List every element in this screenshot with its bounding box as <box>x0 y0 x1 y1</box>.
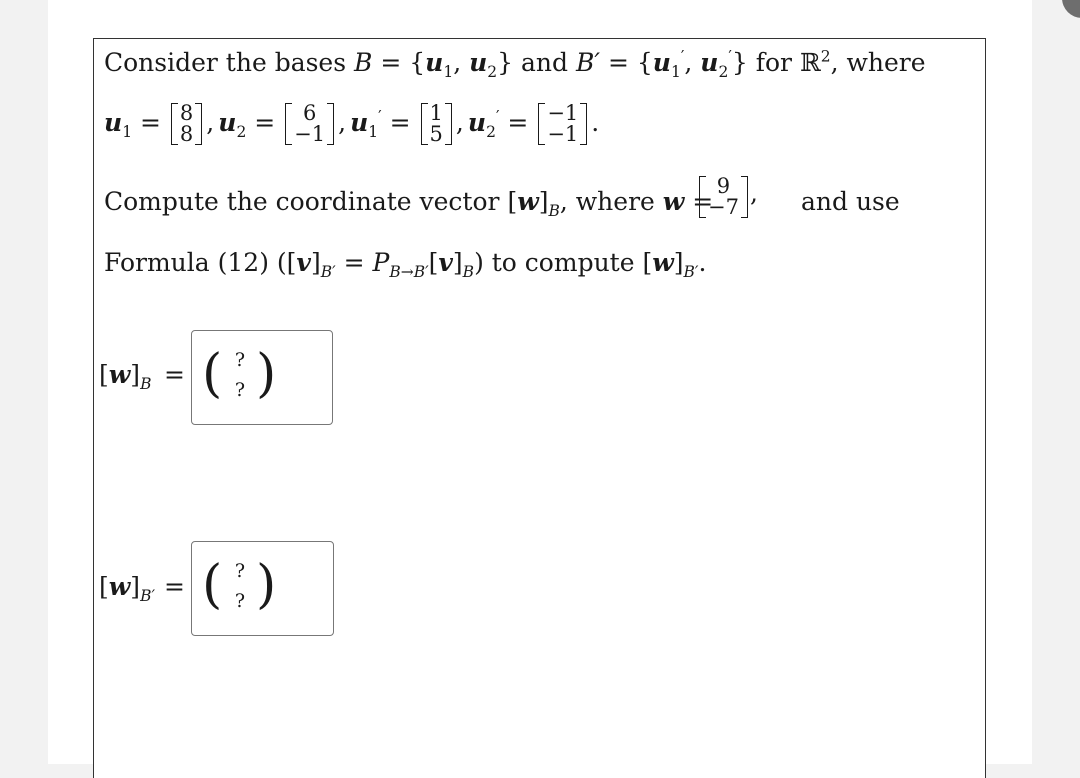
eq: = <box>335 248 373 277</box>
matrix-entry: −1 <box>547 101 579 125</box>
question-line-3: Compute the coordinate vector $[w]_B$, where w = <box>104 187 714 220</box>
u2prime: u <box>700 48 719 77</box>
sub: 1 <box>122 122 133 141</box>
separator: . <box>591 107 600 137</box>
sub: B′ <box>683 263 699 281</box>
left-paren: ( <box>202 555 223 615</box>
and: and <box>513 48 576 77</box>
matrix-entry: 1 <box>429 101 443 125</box>
vector-def-4 <box>467 101 600 146</box>
eq: = <box>381 107 411 137</box>
u1: u <box>425 48 444 77</box>
vector-def-2 <box>218 101 347 146</box>
transition-matrix: P <box>372 248 390 277</box>
answer-label-wbprime: $[w]_{B'}$ <box>99 572 155 605</box>
period: . <box>698 248 707 277</box>
matrix-entry: 6 <box>302 101 317 125</box>
w-entry-2: −7 <box>708 195 739 219</box>
scroll-corner-indicator <box>1062 0 1080 18</box>
line1-text: Consider the bases <box>104 48 354 77</box>
basis-bprime: B′ <box>575 48 601 77</box>
prime: ′ <box>378 107 382 126</box>
brace: } <box>497 48 514 77</box>
vector-name: u <box>350 107 369 137</box>
matrix-entry: 5 <box>429 122 443 146</box>
line4-text: Formula (12) ( <box>104 248 287 277</box>
answer-label-wb: $[w]_B$ <box>99 360 152 393</box>
prime: ′ <box>495 107 500 126</box>
sub: 2 <box>236 122 247 141</box>
sub: 1 <box>368 122 379 141</box>
prime: ′ <box>728 47 732 66</box>
sub: 1 <box>443 63 454 81</box>
vector-def-3 <box>350 101 464 146</box>
equals-sign: = <box>164 572 185 601</box>
and-use-text: and use <box>801 187 900 216</box>
equals-sign: = <box>164 360 185 389</box>
w-vector: w <box>108 572 131 601</box>
question-line-1 <box>104 47 926 81</box>
vector-name: u <box>467 107 487 137</box>
w-vector: w <box>662 187 685 216</box>
eq: = <box>684 187 714 216</box>
vector-matrix <box>171 103 202 145</box>
sub: B <box>548 202 560 220</box>
where: , where <box>830 48 926 77</box>
power: 2 <box>820 47 831 66</box>
w-vector: w <box>108 360 131 389</box>
answer-input-wb[interactable] <box>191 330 333 425</box>
eq: = { <box>600 48 653 77</box>
answer-wbprime-entry-2[interactable]: ? <box>234 590 246 612</box>
separator: , <box>206 107 215 137</box>
u1prime: u <box>652 48 671 77</box>
right-paren: ) <box>256 344 277 404</box>
sub: B <box>462 263 475 281</box>
vector-name: u <box>218 107 237 137</box>
where: , where <box>559 187 663 216</box>
w-vector: w <box>517 187 539 216</box>
sub: B <box>140 375 152 393</box>
brace: } <box>731 48 748 77</box>
matrix-entry: 8 <box>179 122 194 146</box>
eq: = <box>246 107 276 137</box>
answer-input-wbprime[interactable] <box>191 541 334 636</box>
w-entry-1: 9 <box>716 174 731 198</box>
comma: , <box>749 178 758 208</box>
answer-wb-entry-2[interactable]: ? <box>234 379 246 401</box>
reals: ℝ <box>799 48 821 77</box>
basis-b: B <box>354 48 373 77</box>
w-matrix <box>697 176 758 218</box>
w-vector: w <box>652 248 674 277</box>
matrix-entry: −1 <box>547 122 579 146</box>
vector-matrix <box>285 103 334 145</box>
left-paren: ( <box>202 344 223 404</box>
right-paren: ) <box>256 555 277 615</box>
matrix-entry: 8 <box>179 101 194 125</box>
eq: = <box>132 107 161 137</box>
sub: B′ <box>320 263 336 281</box>
vector-def-1 <box>104 101 215 146</box>
sub: 2 <box>718 63 729 81</box>
sub: 1 <box>670 63 681 81</box>
to-compute: ) to compute <box>474 248 643 277</box>
separator: , <box>338 107 347 137</box>
vector-matrix <box>538 103 587 145</box>
vector-name: u <box>104 107 123 137</box>
u2: u <box>469 48 488 77</box>
v-vector: v <box>438 248 453 277</box>
v-vector: v <box>296 248 311 277</box>
answer-wbprime-entry-1[interactable]: ? <box>234 560 246 582</box>
comma: , <box>453 48 470 77</box>
eq: = { <box>372 48 426 77</box>
separator: , <box>455 107 464 137</box>
eq: = <box>499 107 529 137</box>
comma: , <box>684 48 701 77</box>
for: for <box>747 48 800 77</box>
answer-wb-entry-1[interactable]: ? <box>234 349 246 371</box>
sub: B→B′ <box>389 263 429 281</box>
sub: 2 <box>486 122 496 141</box>
matrix-entry: −1 <box>294 122 326 146</box>
sub: B′ <box>140 587 155 605</box>
vector-matrix <box>421 103 452 145</box>
sub: 2 <box>487 63 498 81</box>
line3-text: Compute the coordinate vector <box>104 187 508 216</box>
prime: ′ <box>680 47 685 66</box>
question-line-4: Formula (12) $([v]_{B'} = P_{B\to B'}[v]_B)$ to compute $[w]_{B'}$. <box>104 248 707 281</box>
basis-vectors-line <box>104 103 603 145</box>
